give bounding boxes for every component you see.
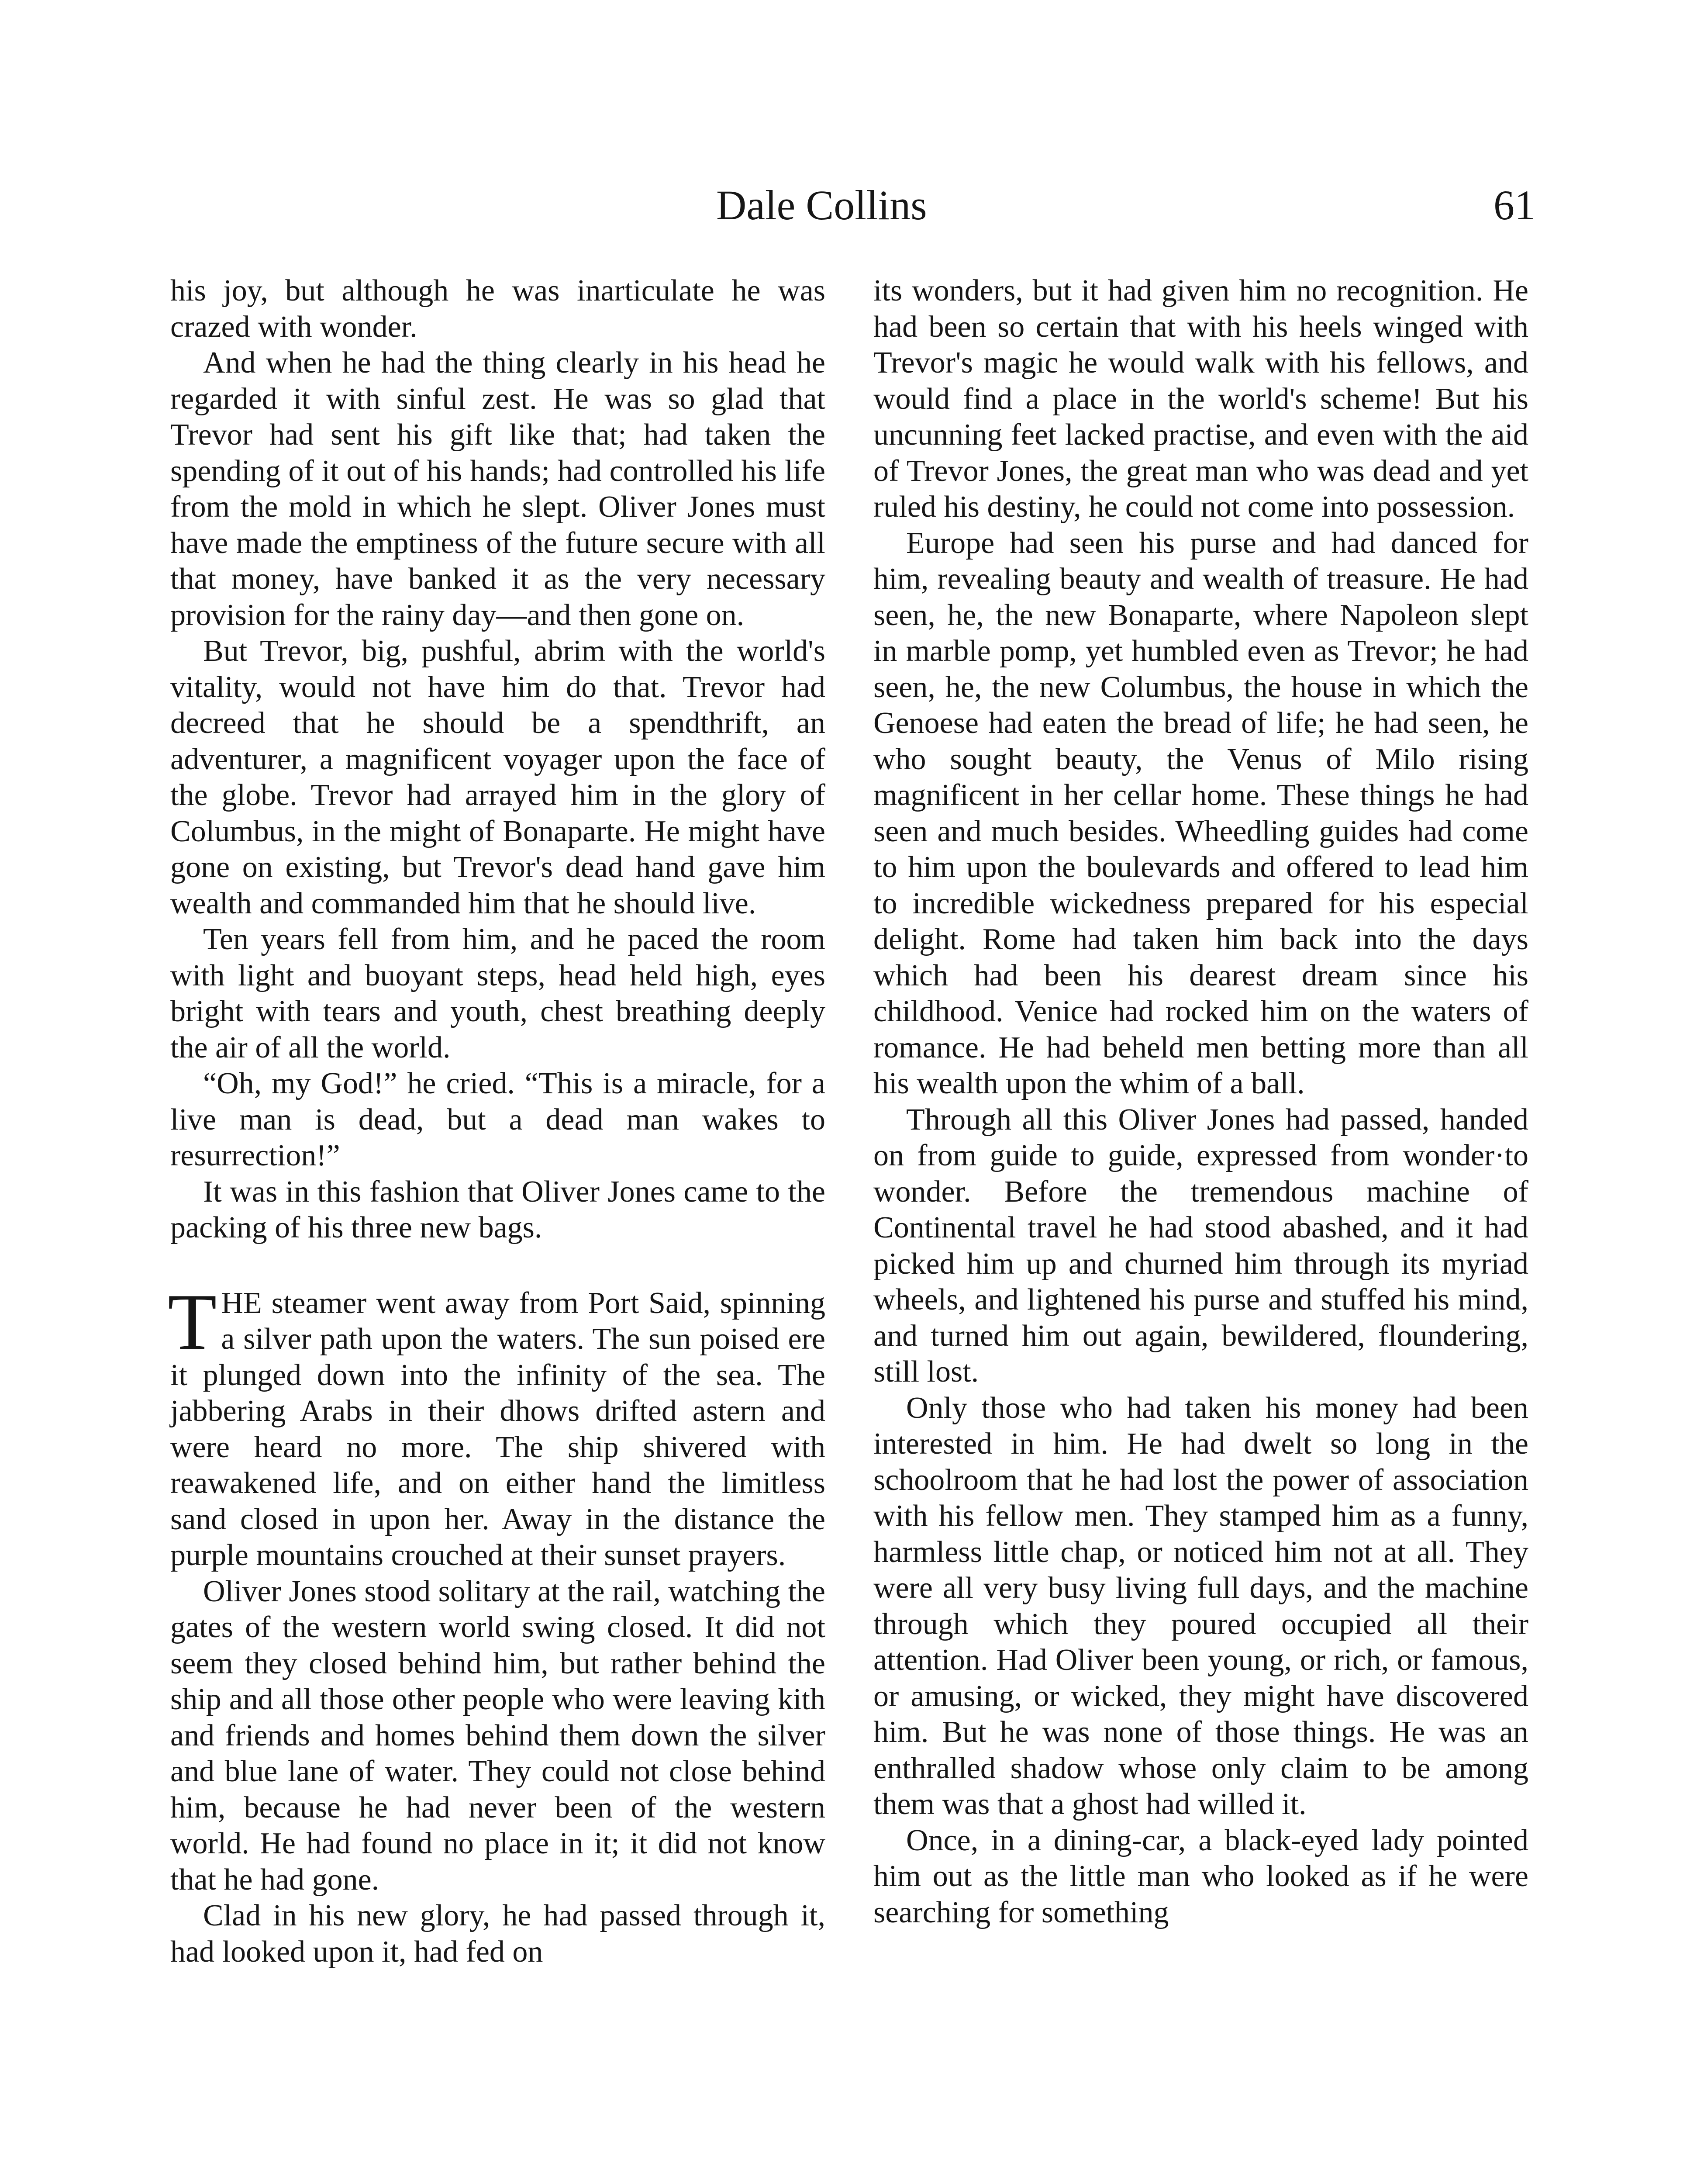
paragraph: Ten years fell from him, and he paced the room with light and buoyant steps, head held high, eyes bright with tears and youth, chest breathing deeply the air of all the world. — [170, 923, 825, 1064]
paragraph: Once, in a dining-car, a black-eyed lady pointed him out as the little man who looked as if he were searching for something — [873, 1823, 1528, 1929]
paragraph: Clad in his new glory, he had passed through it, had looked upon it, had fed on — [170, 1899, 825, 1969]
left-column — [170, 273, 825, 1970]
paragraph: But Trevor, big, pushful, abrim with the world's vitality, would not have him do that. Trevor had decreed that he should be a spendthrift, an adventurer, a magnificent voyager upon the face of the globe. Trevor had arrayed him in the glory of Columbus, in the might of Bonaparte. He might have gone on existing, but Trevor's dead hand gave him wealth and commanded him that he should live. — [170, 634, 825, 920]
paragraph: And when he had the thing clearly in his head he regarded it with sinful zest. He was so glad that Trevor had sent his gift like that; had taken the spending of it out of his hands; had controlled his life from the mold in which he slept. Oliver Jones must have made the emptiness of the future secure with all that money, have banked it as the very necessary provision for the rainy day—and then gone on. — [170, 346, 825, 632]
paragraph: Only those who had taken his money had been interested in him. He had dwelt so long in the schoolroom that he had lost the power of association with his fellow men. They stamped him as a funny, harmless little chap, or noticed him not at all. They were all very busy living full days, and the machine through which they poured occupied all their attention. Had Oliver been young, or rich, or famous, or amusing, or wicked, they might have discovered him. But he was none of those things. He was an enthralled shadow whose only claim to be among them was that a ghost had willed it. — [873, 1391, 1528, 1821]
paragraph: its wonders, but it had given him no recognition. He had been so certain that with his heels winged with Trevor's magic he would walk with his fellows, and would find a place in the world's scheme! But his uncunning feet lacked practise, and even with the aid of Trevor Jones, the great man who was dead and yet ruled his destiny, he could not come into possession. — [873, 274, 1528, 524]
paragraph: Europe had seen his purse and had danced for him, revealing beauty and wealth of treasure. He had seen, he, the new Bonaparte, where Napoleon slept in marble pomp, yet humbled even as Trevor; he had seen, he, the new Columbus, the house in which the Genoese had eaten the bread of life; he had seen, he who sought beauty, the Venus of Milo rising magnificent in her cellar home. These things he had seen and much besides. Wheedling guides had come to him upon the boulevards and offered to lead him to incredible wickedness prepared for his especial delight. Rome had taken him back into the days which had been his dearest dream since his childhood. Venice had rocked him on the waters of romance. He had beheld men betting more than all his wealth upon the whim of a ball. — [873, 526, 1528, 1100]
paragraph: Oliver Jones stood solitary at the rail, watching the gates of the western world swing closed. It did not seem they closed behind him, but rather behind the ship and all those other people who were leaving kith and friends and homes behind them down the silver and blue lane of water. They could not close behind him, because he had never been of the western world. He had found no place in it; it did not know that he had gone. — [170, 1574, 825, 1897]
right-column — [873, 273, 1528, 1931]
paragraph: his joy, but although he was inarticulate he was crazed with wonder. — [170, 274, 825, 344]
drop-cap: T — [168, 1277, 217, 1366]
running-title: Dale Collins — [716, 182, 927, 228]
opening-text: HE steamer went away from Port Said, spinning a silver path upon the waters. The sun poised ere it plunged down into the infinity of the sea. The jabbering Arabs in their dhows drifted astern and were heard no more. The ship shivered with reawakened life, and on either hand the limitless sand closed in upon her. Away in the distance the purple mountains crouched at their sunset prayers. — [170, 1286, 825, 1572]
page-header — [0, 173, 1697, 238]
paragraph: It was in this fashion that Oliver Jones came to the packing of his three new bags. — [170, 1175, 825, 1244]
paragraph: Through all this Oliver Jones had passed, handed on from guide to guide, expressed from wonder·to wonder. Before the tremendous machine of Continental travel he had stood abashed, and it had picked him up and churned him through its myriad wheels, and lightened his purse and stuffed his mind, and turned him out again, bewildered, floundering, still lost. — [873, 1102, 1528, 1389]
paragraph: “Oh, my God!” he cried. “This is a miracle, for a live man is dead, but a dead man wakes to resurrection!” — [170, 1067, 825, 1172]
page-number: 61 — [1493, 182, 1535, 228]
section-opening-paragraph — [168, 1277, 825, 1574]
